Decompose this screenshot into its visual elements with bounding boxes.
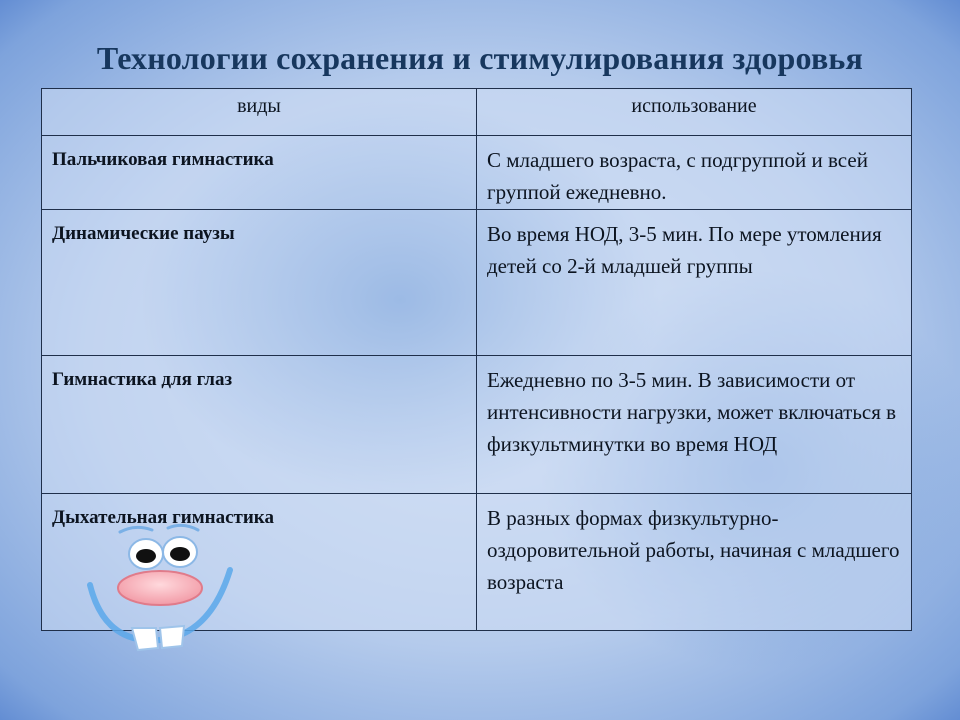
row-usage: Во время НОД, 3-5 мин. По мере утомления детей со 2-й младшей группы (477, 210, 912, 356)
table-row (42, 210, 912, 356)
cartoon-face-icon (80, 510, 240, 660)
row-kind: Пальчиковая гимнастика (42, 136, 477, 210)
row-usage: В разных формах физкультурно-оздоровительной работы, начиная с младшего возраста (477, 494, 912, 631)
row-usage: Ежедневно по 3-5 мин. В зависимости от интенсивности нагрузки, может включаться в физкультминутки во время НОД (477, 356, 912, 494)
header-usage: использование (477, 89, 912, 136)
table-header-row (42, 89, 912, 136)
row-kind: Дыхательная гимнастика (42, 494, 477, 631)
row-kind: Гимнастика для глаз (42, 356, 477, 494)
table-row (42, 136, 912, 210)
row-kind: Динамические паузы (42, 210, 477, 356)
page-title: Технологии сохранения и стимулирования здоровья (96, 40, 864, 76)
row-usage: С младшего возраста, с подгруппой и всей группой ежедневно. (477, 136, 912, 210)
table-row (42, 356, 912, 494)
header-kinds: виды (42, 89, 477, 136)
